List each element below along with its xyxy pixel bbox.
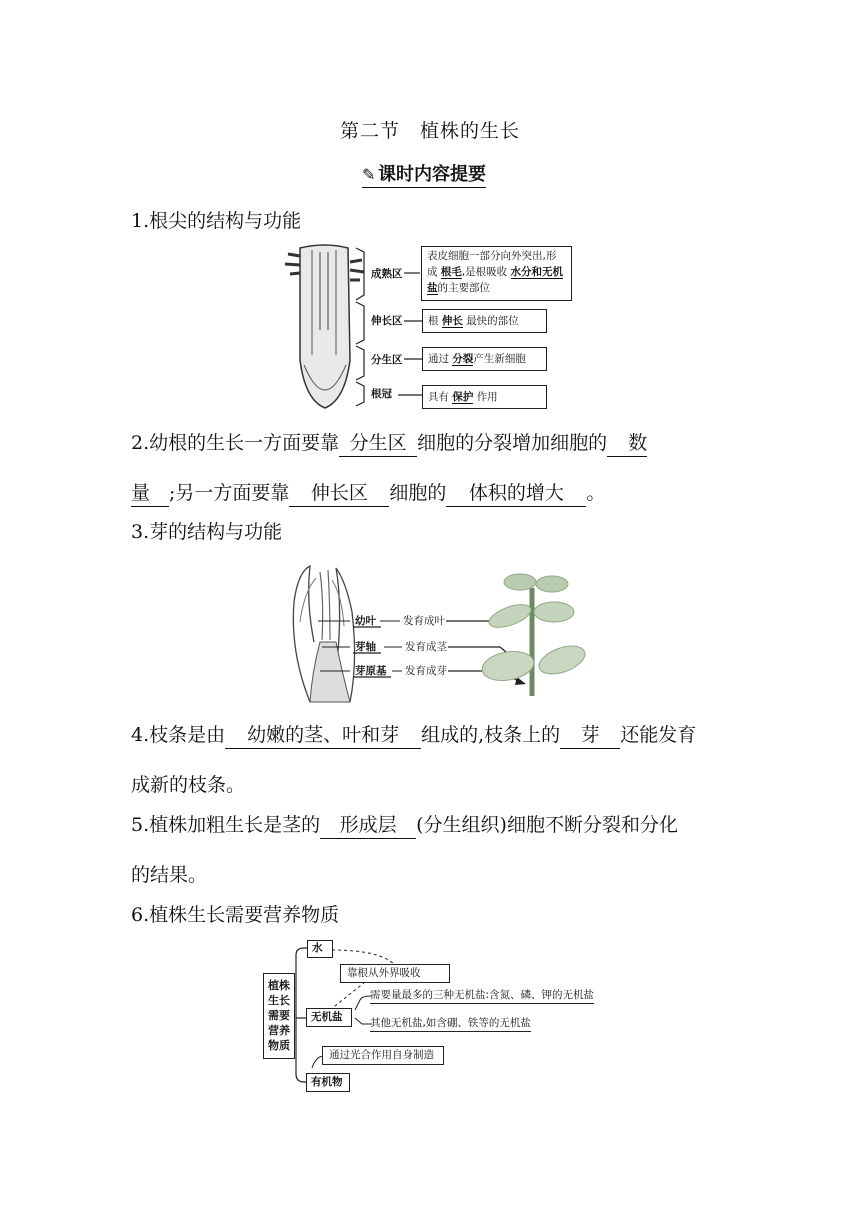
bud-part-young-leaf: 幼叶 (355, 615, 376, 627)
zone-label-elongation: 伸长区 (371, 315, 403, 327)
organic-box: 有机物 (306, 1073, 350, 1092)
bud-result-stem: 发育成茎 (405, 641, 447, 653)
zone-box-meristem: 通过 分裂产生新细胞 (422, 347, 547, 371)
answer-blank: 分生区 (339, 430, 417, 457)
absorb-box: 靠根从外界吸收 (340, 964, 450, 983)
subheading-text: 课时内容提要 (378, 164, 486, 185)
answer-blank: 形成层 (320, 812, 416, 839)
zone-label-maturation: 成熟区 (371, 268, 403, 280)
zone-box-rootcap: 具有 保护 作用 (422, 385, 547, 409)
answer-blank: 数 (607, 430, 647, 457)
water-box: 水 (307, 940, 333, 958)
page-title: 第二节 植株的生长 (339, 120, 520, 142)
zone-box-elongation: 根 伸长 最快的部位 (422, 309, 547, 333)
bud-part-primordium: 芽原基 (355, 665, 387, 677)
nutrient-root-box: 植株 生长 需要 营养 物质 (263, 973, 295, 1059)
answer-blank: 伸长区 (289, 480, 389, 507)
sec5-paragraph: 5.植株加粗生长是茎的 形成层 (分生组织)细胞不断分裂和分化 的结果。 (131, 814, 678, 886)
organic-source-box: 通过光合作用自身制造 (322, 1046, 444, 1065)
answer-blank: 芽 (560, 722, 620, 749)
sec2-paragraph: 2.幼根的生长一方面要靠 分生区 细胞的分裂增加细胞的 数 量 ;另一方面要靠 伸长区 细胞的 体积的增大 。 (131, 418, 731, 518)
salt-main-text: 需要量最多的三种无机盐:含氮、磷、钾的无机盐 (370, 987, 594, 1004)
zone-label-rootcap: 根冠 (371, 388, 392, 400)
pencil-icon: ✎ (362, 165, 376, 184)
inorganic-salt-box: 无机盐 (306, 1008, 352, 1027)
answer-blank: 体积的增大 (446, 480, 586, 507)
bud-part-bud-axis: 芽轴 (355, 641, 376, 653)
sec4-paragraph: 4.枝条是由 幼嫩的茎、叶和芽 组成的,枝条上的 芽 还能发育 成新的枝条。 (131, 724, 697, 796)
sec1-heading: 1.根尖的结构与功能 (131, 210, 302, 232)
zone-box-maturation: 表皮细胞一部分向外突出,形 成 根毛,是根吸收 水分和无机 盐的主要部位 (421, 246, 572, 301)
zone-label-meristem: 分生区 (371, 354, 403, 366)
answer-blank: 幼嫩的茎、叶和芽 (225, 722, 421, 749)
bud-result-leaf: 发育成叶 (403, 615, 445, 627)
bud-result-bud: 发育成芽 (405, 665, 447, 677)
sec6-heading: 6.植株生长需要营养物质 (131, 904, 340, 926)
sec3-heading: 3.芽的结构与功能 (131, 521, 283, 543)
answer-blank: 量 (131, 480, 169, 507)
salt-other-text: 其他无机盐,如含硼、铁等的无机盐 (370, 1015, 531, 1032)
